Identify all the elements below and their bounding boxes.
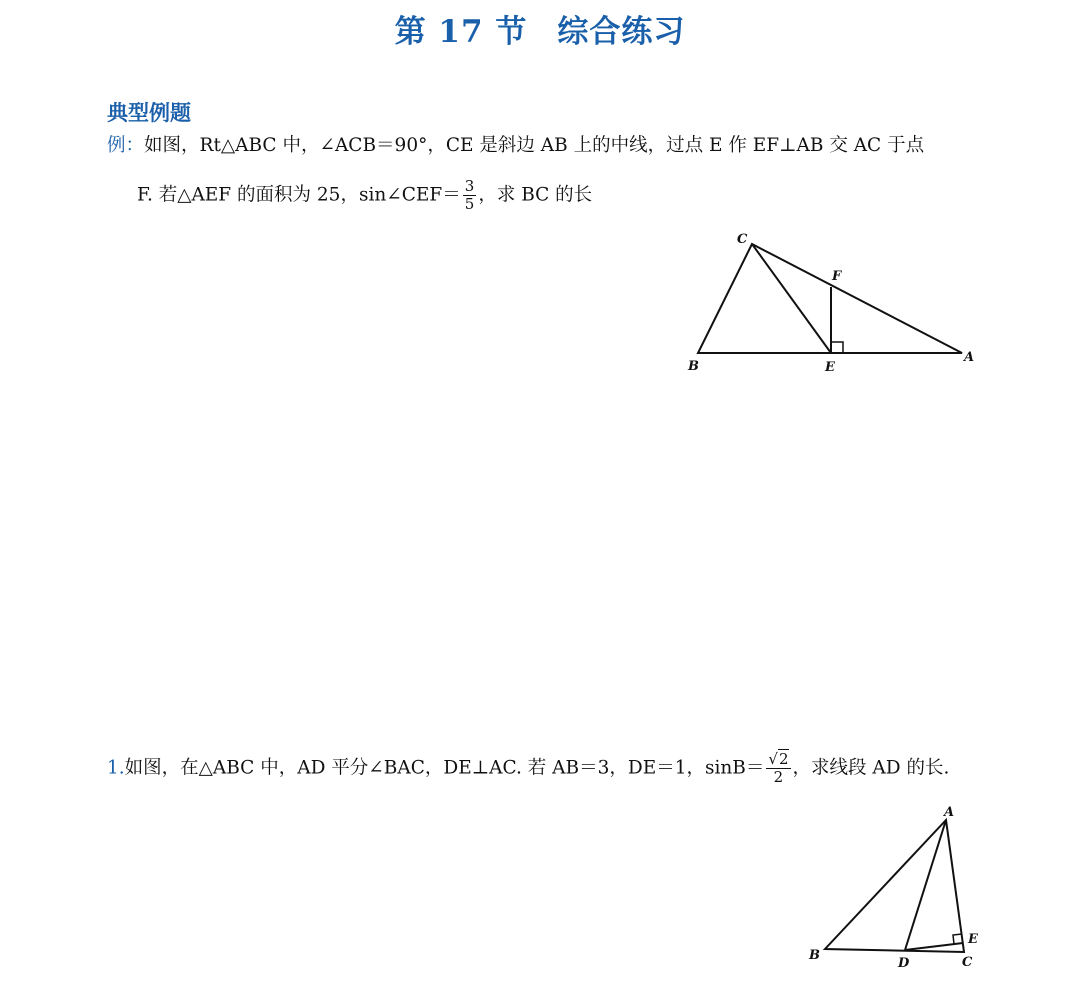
example-fraction-numerator: 3 (464, 177, 475, 195)
label-b2: B (809, 948, 820, 963)
chapter-number: 第 17 节 (394, 14, 528, 50)
example-fraction-denominator: 5 (464, 195, 475, 213)
problem-1-text-a: 如图，在△ABC 中，AD 平分∠BAC，DE⊥AC. 若 AB＝3，DE＝1，sinB＝ (124, 757, 765, 779)
problem-1-number: 1. (107, 757, 125, 779)
example-text-2b: ，求 BC 的长 (478, 184, 593, 206)
label-c2: C (962, 955, 973, 970)
label-a: A (964, 350, 975, 365)
label-d2: D (898, 956, 910, 971)
problem-1-text-b: ，求线段 AD 的长. (792, 757, 950, 779)
bisector-ad (905, 820, 946, 950)
label-e: E (825, 360, 835, 375)
sqrt-sign: √2 (768, 750, 789, 768)
label-c: C (737, 232, 748, 247)
section-heading: 典型例题 (107, 100, 191, 125)
example-prefix: 例： (107, 135, 145, 156)
label-a2: A (944, 805, 955, 820)
problem-1-fraction-denominator: 2 (773, 768, 784, 786)
chapter-title: 综合练习 (557, 14, 686, 50)
label-b: B (688, 359, 699, 374)
label-f: F (832, 269, 842, 284)
label-e2: E (968, 932, 978, 947)
example-text-1: 如图，Rt△ABC 中，∠ACB＝90°，CE 是斜边 AB 上的中线，过点 E 作 EF⊥AB 交 AC 于点 (144, 135, 925, 156)
perpendicular-de (905, 943, 963, 950)
triangle-abc-2 (825, 820, 964, 952)
example-text-2a: F. 若△AEF 的面积为 25，sin∠CEF＝ (137, 184, 461, 206)
